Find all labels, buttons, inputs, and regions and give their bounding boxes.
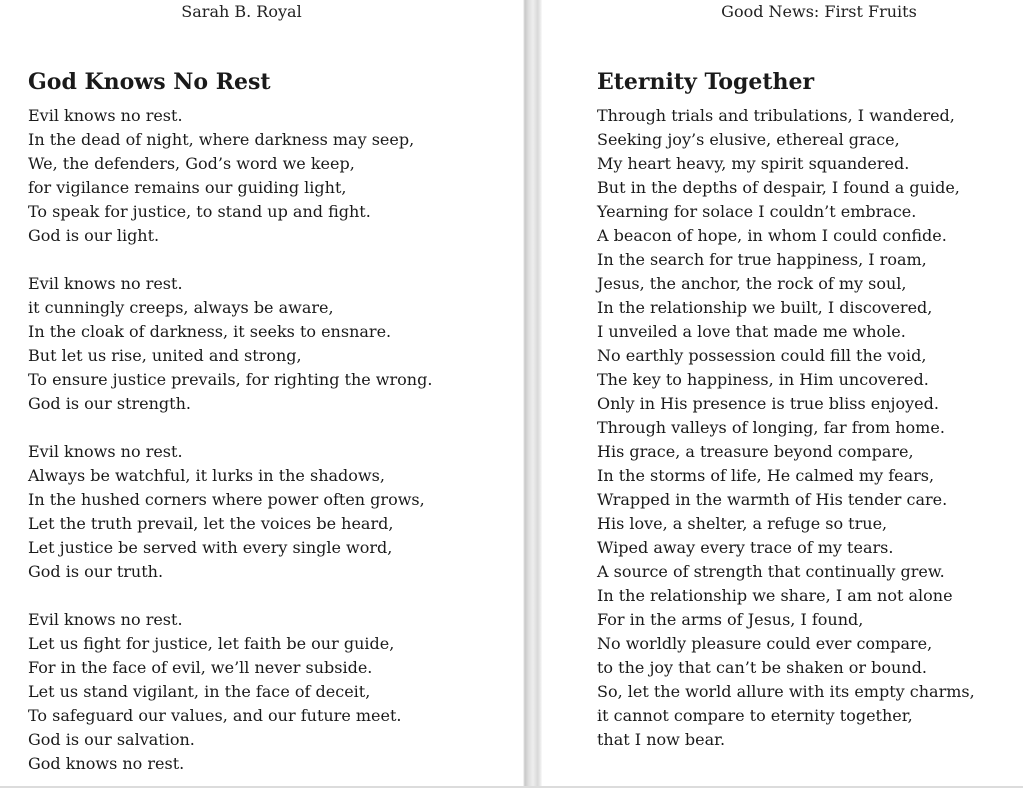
poem-line: it cunningly creeps, always be aware, (28, 298, 334, 317)
poem-line: We, the defenders, God’s word we keep, (28, 154, 355, 173)
poem-line: To speak for justice, to stand up and fight. (28, 202, 371, 221)
poem-line: Through trials and tribulations, I wandered, (597, 106, 955, 125)
poem-line: Let us fight for justice, let faith be our guide, (28, 634, 395, 653)
poem-line: The key to happiness, in Him uncovered. (597, 370, 929, 389)
running-header-right: Good News: First Fruits (721, 2, 917, 21)
poem-line: Let justice be served with every single word, (28, 538, 393, 557)
poem-line: to the joy that can’t be shaken or bound. (597, 658, 927, 677)
page-left (28, 0, 455, 788)
poem-title-right: Eternity Together (597, 69, 815, 95)
stanza (28, 440, 432, 584)
poem-line: Evil knows no rest. (28, 442, 183, 461)
poem-line: Seeking joy’s elusive, ethereal grace, (597, 130, 900, 149)
poem-line: In the dead of night, where darkness may seep, (28, 130, 415, 149)
poem-line: In the cloak of darkness, it seeks to ensnare. (28, 322, 392, 341)
running-header-left: Sarah B. Royal (181, 2, 302, 21)
poem-line: A source of strength that continually grew. (597, 562, 945, 581)
poem-line: God is our strength. (28, 394, 191, 413)
poem-line: No worldly pleasure could ever compare, (597, 634, 933, 653)
poem-line: it cannot compare to eternity together, (597, 706, 913, 725)
poem-line: To ensure justice prevails, for righting the wrong. (28, 370, 433, 389)
poem-line: His love, a shelter, a refuge so true, (597, 514, 888, 533)
poem-line: But let us rise, united and strong, (28, 346, 302, 365)
page-gutter (523, 0, 542, 788)
poem-line: For in the arms of Jesus, I found, (597, 610, 864, 629)
poem-line: Let the truth prevail, let the voices be heard, (28, 514, 394, 533)
poem-line: But in the depths of despair, I found a guide, (597, 178, 960, 197)
poem-line: No earthly possession could fill the void, (597, 346, 927, 365)
poem-line: For in the face of evil, we’ll never subside. (28, 658, 373, 677)
stanza (28, 608, 432, 776)
stanza (28, 272, 432, 416)
poem-title-left: God Knows No Rest (28, 69, 271, 95)
poem-line: that I now bear. (597, 730, 726, 749)
poem-line: Evil knows no rest. (28, 106, 183, 125)
poem-line: Through valleys of longing, far from home. (597, 418, 945, 437)
poem-line: In the relationship we share, I am not alone (597, 586, 953, 605)
page-right (597, 0, 1023, 788)
poem-line: Wrapped in the warmth of His tender care. (597, 490, 948, 509)
poem-body-right (597, 104, 975, 752)
poem-line: Jesus, the anchor, the rock of my soul, (597, 274, 907, 293)
stanza (597, 104, 975, 752)
poem-line: His grace, a treasure beyond compare, (597, 442, 914, 461)
stanza (28, 104, 432, 248)
poem-line: Evil knows no rest. (28, 610, 183, 629)
poem-line: Let us stand vigilant, in the face of deceit, (28, 682, 371, 701)
poem-line: A beacon of hope, in whom I could confide. (597, 226, 947, 245)
poem-body-left (28, 104, 432, 776)
poem-line: God knows no rest. (28, 754, 185, 773)
poem-line: God is our truth. (28, 562, 164, 581)
poem-line: Evil knows no rest. (28, 274, 183, 293)
poem-line: Yearning for solace I couldn’t embrace. (597, 202, 917, 221)
poem-line: I unveiled a love that made me whole. (597, 322, 906, 341)
poem-line: In the relationship we built, I discovered, (597, 298, 933, 317)
poem-line: Always be watchful, it lurks in the shadows, (28, 466, 385, 485)
poem-line: In the search for true happiness, I roam, (597, 250, 927, 269)
poem-line: Only in His presence is true bliss enjoyed. (597, 394, 939, 413)
poem-line: To safeguard our values, and our future meet. (28, 706, 402, 725)
poem-line: So, let the world allure with its empty charms, (597, 682, 975, 701)
poem-line: My heart heavy, my spirit squandered. (597, 154, 910, 173)
poem-line: for vigilance remains our guiding light, (28, 178, 347, 197)
poem-line: In the storms of life, He calmed my fears, (597, 466, 935, 485)
poem-line: God is our light. (28, 226, 160, 245)
poem-line: Wiped away every trace of my tears. (597, 538, 894, 557)
poem-line: God is our salvation. (28, 730, 195, 749)
poem-line: In the hushed corners where power often grows, (28, 490, 425, 509)
